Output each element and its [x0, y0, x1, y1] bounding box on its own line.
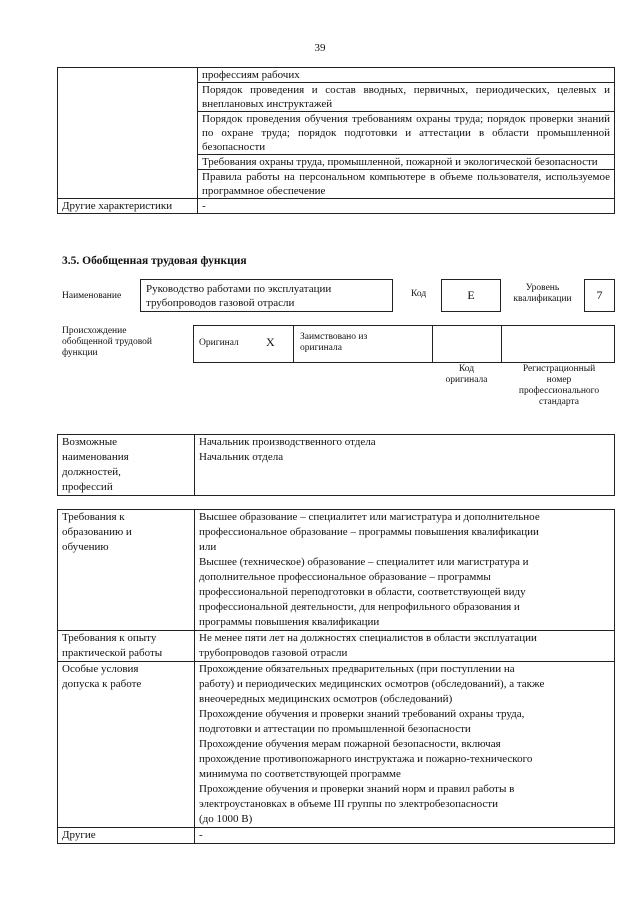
empty-label-cell	[58, 68, 198, 199]
name-value-box	[140, 279, 393, 312]
value-line: профессиональной деятельности, для непрофильного образования и	[199, 601, 520, 613]
level-label-line: Уровень	[525, 283, 560, 293]
table-cell: Требования охраны труда, промышленной, пожарной и экологической безопасности	[198, 155, 615, 170]
value-line: или	[199, 541, 217, 553]
other-value: -	[195, 828, 615, 844]
table-row	[58, 828, 615, 844]
label-line: Требования к опыту	[62, 632, 157, 644]
origin-label-line: обобщенной трудовой	[62, 337, 152, 347]
table-cell: профессиям рабочих	[198, 68, 615, 83]
characteristics-table	[57, 67, 615, 214]
label-line: Особые условия	[62, 663, 139, 675]
origin-label	[62, 326, 152, 359]
name-label: Наименование	[62, 291, 122, 301]
value-line: электроустановках в объеме III группы по электробезопасности	[199, 798, 498, 810]
conditions-value	[195, 662, 615, 828]
page-number: 39	[314, 42, 326, 54]
value-line: подготовки и аттестации по промышленной безопасности	[199, 723, 471, 735]
code-label: Код	[411, 289, 427, 299]
label-line: обучению	[62, 541, 109, 553]
value-line: дополнительное профессиональное образование – программы	[199, 571, 491, 583]
borrowed-label-line: Заимствовано из	[300, 332, 368, 342]
table-row	[58, 199, 615, 214]
value-line: Прохождение обязательных предварительных (при поступлении на	[199, 663, 515, 675]
other-characteristics-label: Другие характеристики	[58, 199, 198, 214]
value-line: Прохождение обучения и проверки знаний требований охраны труда,	[199, 708, 525, 720]
level-label-line: квалификации	[513, 294, 572, 304]
value-line: Прохождение обучения мерам пожарной безопасности, включая	[199, 738, 501, 750]
positions-value	[195, 435, 615, 496]
caption-line: Код	[458, 364, 475, 374]
level-label	[505, 283, 580, 305]
experience-label	[58, 631, 195, 662]
label-line: профессий	[62, 481, 113, 493]
caption-line: Регистрационный	[522, 364, 596, 374]
value-line: (до 1000 В)	[199, 813, 253, 825]
code-original-caption	[432, 364, 501, 386]
origin-label-line: Происхождение	[62, 326, 127, 336]
value-line: Высшее образование – специалитет или магистратура и дополнительное	[199, 511, 540, 523]
table-cell: Порядок проведения обучения требованиям охраны труда; порядок проверки знаний по охране труда; порядок подготовки и аттестации в области промышленной безопасности	[198, 112, 615, 155]
origin-box	[193, 325, 615, 363]
table-row	[58, 68, 615, 83]
name-value-line: трубопроводов газовой отрасли	[146, 297, 295, 309]
label-line: Возможные	[62, 436, 117, 448]
reg-number-caption	[503, 364, 615, 408]
value-line: профессиональное образование – программы повышения квалификации	[199, 526, 539, 538]
positions-table	[57, 434, 615, 496]
divider	[501, 326, 502, 362]
other-label: Другие	[58, 828, 195, 844]
label-line: образованию и	[62, 526, 132, 538]
value-line: Высшее (техническое) образование – специалитет или магистратура и	[199, 556, 529, 568]
table-row	[58, 435, 615, 496]
divider	[432, 326, 433, 362]
borrowed-label	[300, 332, 367, 354]
table-row	[58, 631, 615, 662]
caption-line: профессионального	[518, 386, 600, 396]
table-row	[58, 510, 615, 631]
label-line: Требования к	[62, 511, 125, 523]
code-value: E	[441, 279, 501, 312]
value-line: работу) и периодических медицинских осмотров (обследований), а также	[199, 678, 545, 690]
table-cell: Правила работы на персональном компьютере в объеме пользователя, используемое программное обеспечение	[198, 170, 615, 199]
conditions-label	[58, 662, 195, 828]
value-line: Начальник отдела	[199, 451, 284, 463]
borrowed-label-line: оригинала	[300, 343, 342, 353]
divider	[293, 326, 294, 362]
value-line: прохождение противопожарного инструктажа и пожарно-технического	[199, 753, 533, 765]
name-value-line: Руководство работами по эксплуатации	[146, 283, 332, 295]
experience-value	[195, 631, 615, 662]
label-line: допуска к работе	[62, 678, 142, 690]
other-characteristics-value: -	[198, 199, 615, 214]
requirements-table	[57, 509, 615, 844]
level-value: 7	[584, 279, 615, 312]
table-cell: Порядок проведения и состав вводных, первичных, периодических, целевых и внеплановых инструктажей	[198, 83, 615, 112]
label-line: практической работы	[62, 647, 163, 659]
value-line: программы повышения квалификации	[199, 616, 380, 628]
original-label: Оригинал	[199, 338, 239, 348]
caption-line: оригинала	[445, 375, 488, 385]
education-value	[195, 510, 615, 631]
value-line: внеочередных медицинских осмотров (обследований)	[199, 693, 453, 705]
value-line: Начальник производственного отдела	[199, 436, 376, 448]
section-heading: 3.5. Обобщенная трудовая функция	[62, 255, 247, 267]
caption-line: стандарта	[539, 397, 579, 407]
value-line: минимума по соответствующей программе	[199, 768, 401, 780]
caption-line: номер	[546, 375, 572, 385]
table-row	[58, 662, 615, 828]
value-line: профессиональной переподготовки в области, соответствующей виду	[199, 586, 526, 598]
label-line: должностей,	[62, 466, 121, 478]
original-mark: X	[266, 335, 275, 349]
value-line: Не менее пяти лет на должностях специалистов в области эксплуатации	[199, 632, 537, 644]
origin-label-line: функции	[62, 348, 98, 358]
value-line: трубопроводов газовой отрасли	[199, 647, 348, 659]
education-label	[58, 510, 195, 631]
label-line: наименования	[62, 451, 129, 463]
positions-label	[58, 435, 195, 496]
value-line: Прохождение обучения и проверки знаний норм и правил работы в	[199, 783, 515, 795]
